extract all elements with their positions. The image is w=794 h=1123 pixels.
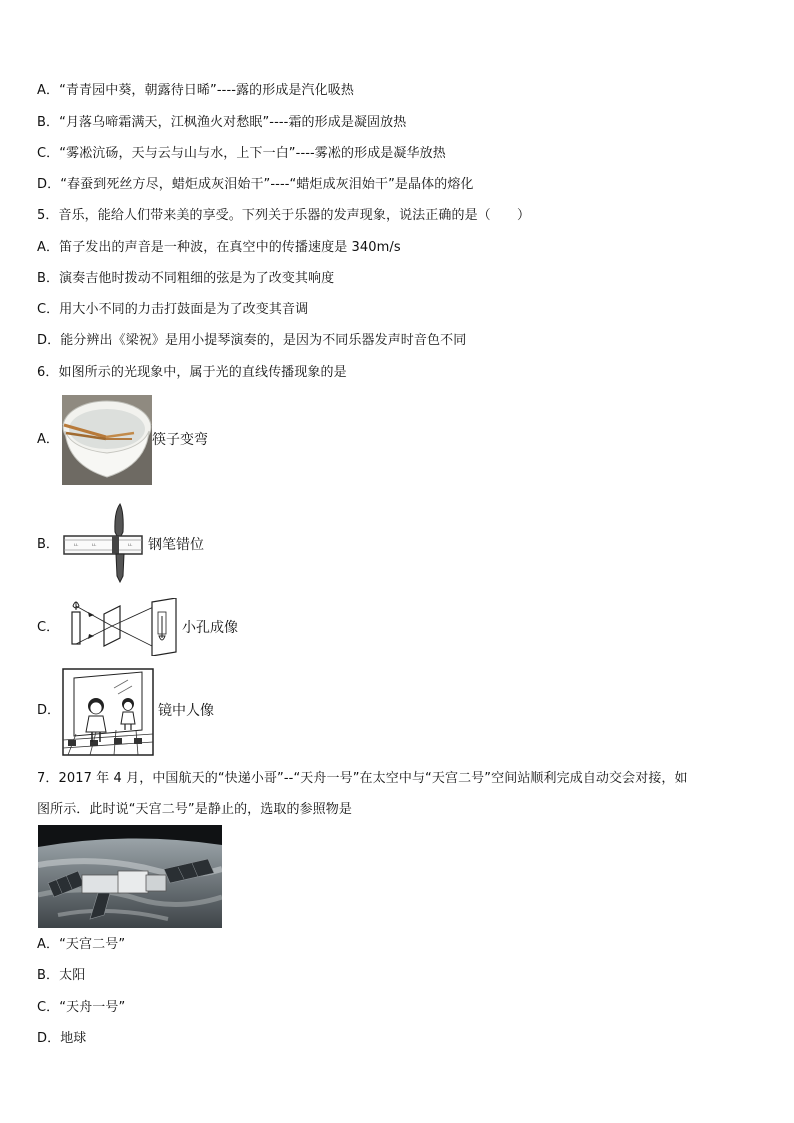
q7-stem-line2: 图所示．此时说“天宫二号”是静止的，选取的参照物是	[37, 802, 352, 817]
q4-option-b: B．“月落乌啼霜满天，江枫渔火对愁眠”----霜的形成是凝固放热	[37, 115, 407, 130]
q7-option-a: A．“天宫二号”	[37, 937, 126, 952]
q7-option-c: C．“天舟一号”	[37, 1000, 126, 1015]
svg-text:ᴸᴸ: ᴸᴸ	[128, 543, 133, 550]
q7-stem-line1: 7．2017 年 4 月，中国航天的“快递小哥”--“天舟一号”在太空中与“天宫二号”空间站顺利完成自动交会对接，如	[37, 771, 688, 786]
q5-option-b: B．演奏吉他时拨动不同粗细的弦是为了改变其响度	[37, 271, 335, 286]
q4-option-c: C．“雾凇沆砀，天与云与山与水，上下一白”----雾凇的形成是凝华放热	[37, 146, 446, 161]
pinhole-camera-icon	[68, 598, 180, 656]
q5-option-a: A．笛子发出的声音是一种波，在真空中的传播速度是 340m/s	[37, 240, 401, 255]
q6-option-d-caption: 镜中人像	[158, 703, 214, 719]
q5-stem: 5．音乐，能给人们带来美的享受。下列关于乐器的发声现象，说法正确的是（ ）	[37, 208, 531, 223]
q7-option-b: B．太阳	[37, 968, 86, 983]
bowl-chopsticks-photo-icon	[62, 395, 152, 485]
space-station-photo-icon	[38, 825, 222, 928]
q5-option-c: C．用大小不同的力击打鼓面是为了改变其音调	[37, 302, 309, 317]
svg-text:ᴸᴸ: ᴸᴸ	[92, 543, 97, 550]
q6-option-b-caption: 钢笔错位	[148, 537, 204, 553]
q7-option-d: D．地球	[37, 1031, 87, 1046]
q6-option-a-letter: A．	[37, 432, 59, 447]
mirror-girl-icon	[62, 668, 154, 756]
q5-option-d: D．能分辨出《梁祝》是用小提琴演奏的，是因为不同乐器发声时音色不同	[37, 333, 467, 348]
q6-stem: 6．如图所示的光现象中，属于光的直线传播现象的是	[37, 365, 347, 380]
q6-option-a-caption: 筷子变弯	[152, 432, 208, 448]
q6-option-d-letter: D．	[37, 703, 61, 718]
pen-glass-block-icon	[62, 502, 144, 584]
q6-option-c-caption: 小孔成像	[182, 620, 238, 636]
q6-option-b-letter: B．	[37, 537, 59, 552]
q4-option-d: D．“春蚕到死丝方尽，蜡炬成灰泪始干”----“蜡炬成灰泪始干”是晶体的熔化	[37, 177, 474, 192]
q6-option-c-letter: C．	[37, 620, 60, 635]
svg-text:ᴸᴸ: ᴸᴸ	[74, 543, 79, 550]
q4-option-a: A．“青青园中葵，朝露待日晞”----露的形成是汽化吸热	[37, 83, 354, 98]
